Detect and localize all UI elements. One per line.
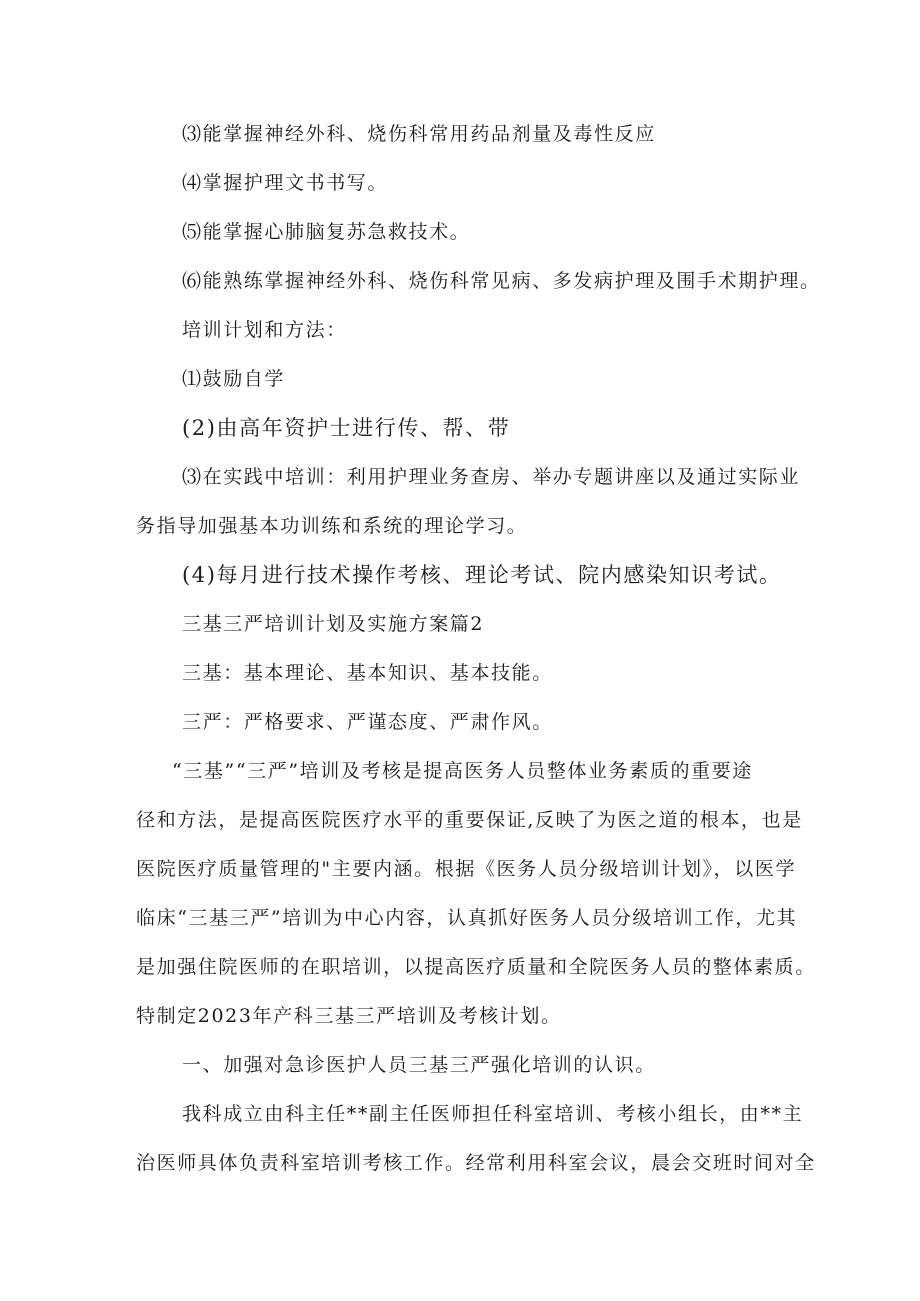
text-line-1: ⑶能掌握神经外科、烧伤科常用药品剂量及毒性反应	[182, 123, 656, 145]
text-line-22: 治医师具体负责科室培训考核工作。经常利用科室会议，晨会交班时间对全	[136, 1152, 816, 1174]
text-line-10: (4)每月进行技术操作考核、理论考试、院内感染知识考试。	[182, 563, 782, 587]
text-line-7: (2)由高年资护士进行传、帮、带	[182, 416, 511, 440]
text-line-3: ⑸能掌握心肺脑复苏急救技术。	[182, 221, 471, 243]
text-line-13: 三严：严格要求、严谨态度、严肃作风。	[182, 711, 553, 733]
text-line-20: 一、加强对急诊医护人员三基三严强化培训的认识。	[182, 1054, 656, 1076]
text-line-16: 医院医疗质量管理的"主要内涵。根据《医务人员分级培训计划》，以医学	[136, 858, 797, 880]
text-line-9: 务指导加强基本功训练和系统的理论学习。	[136, 515, 528, 537]
text-line-6: ⑴鼓励自学	[182, 368, 286, 390]
text-line-21: 我科成立由科主任**副主任医师担任科室培训、考核小组长，由**主	[182, 1103, 804, 1125]
text-line-2: ⑷掌握护理文书书写。	[182, 172, 389, 194]
text-line-19: 特制定2023年产科三基三严培训及考核计划。	[136, 1005, 562, 1027]
text-line-8: ⑶在实践中培训：利用护理业务查房、举办专题讲座以及通过实际业	[182, 466, 801, 488]
text-line-18: 是加强住院医师的在职培训，以提高医疗质量和全院医务人员的整体素质。	[136, 956, 816, 978]
text-line-15: 径和方法，是提高医院医疗水平的重要保证,反映了为医之道的根本，也是	[136, 809, 803, 831]
text-line-5: 培训计划和方法：	[182, 319, 347, 341]
text-line-11: 三基三严培训计划及实施方案篇2	[182, 613, 485, 635]
text-line-14: “三基”“三严”培训及考核是提高医务人员整体业务素质的重要途	[172, 760, 753, 782]
text-line-4: ⑹能熟练掌握神经外科、烧伤科常见病、多发病护理及围手术期护理。	[182, 270, 821, 292]
text-line-17: 临床“三基三严”培训为中心内容，认真抓好医务人员分级培训工作，尤其	[136, 907, 798, 929]
text-line-12: 三基：基本理论、基本知识、基本技能。	[182, 662, 553, 684]
